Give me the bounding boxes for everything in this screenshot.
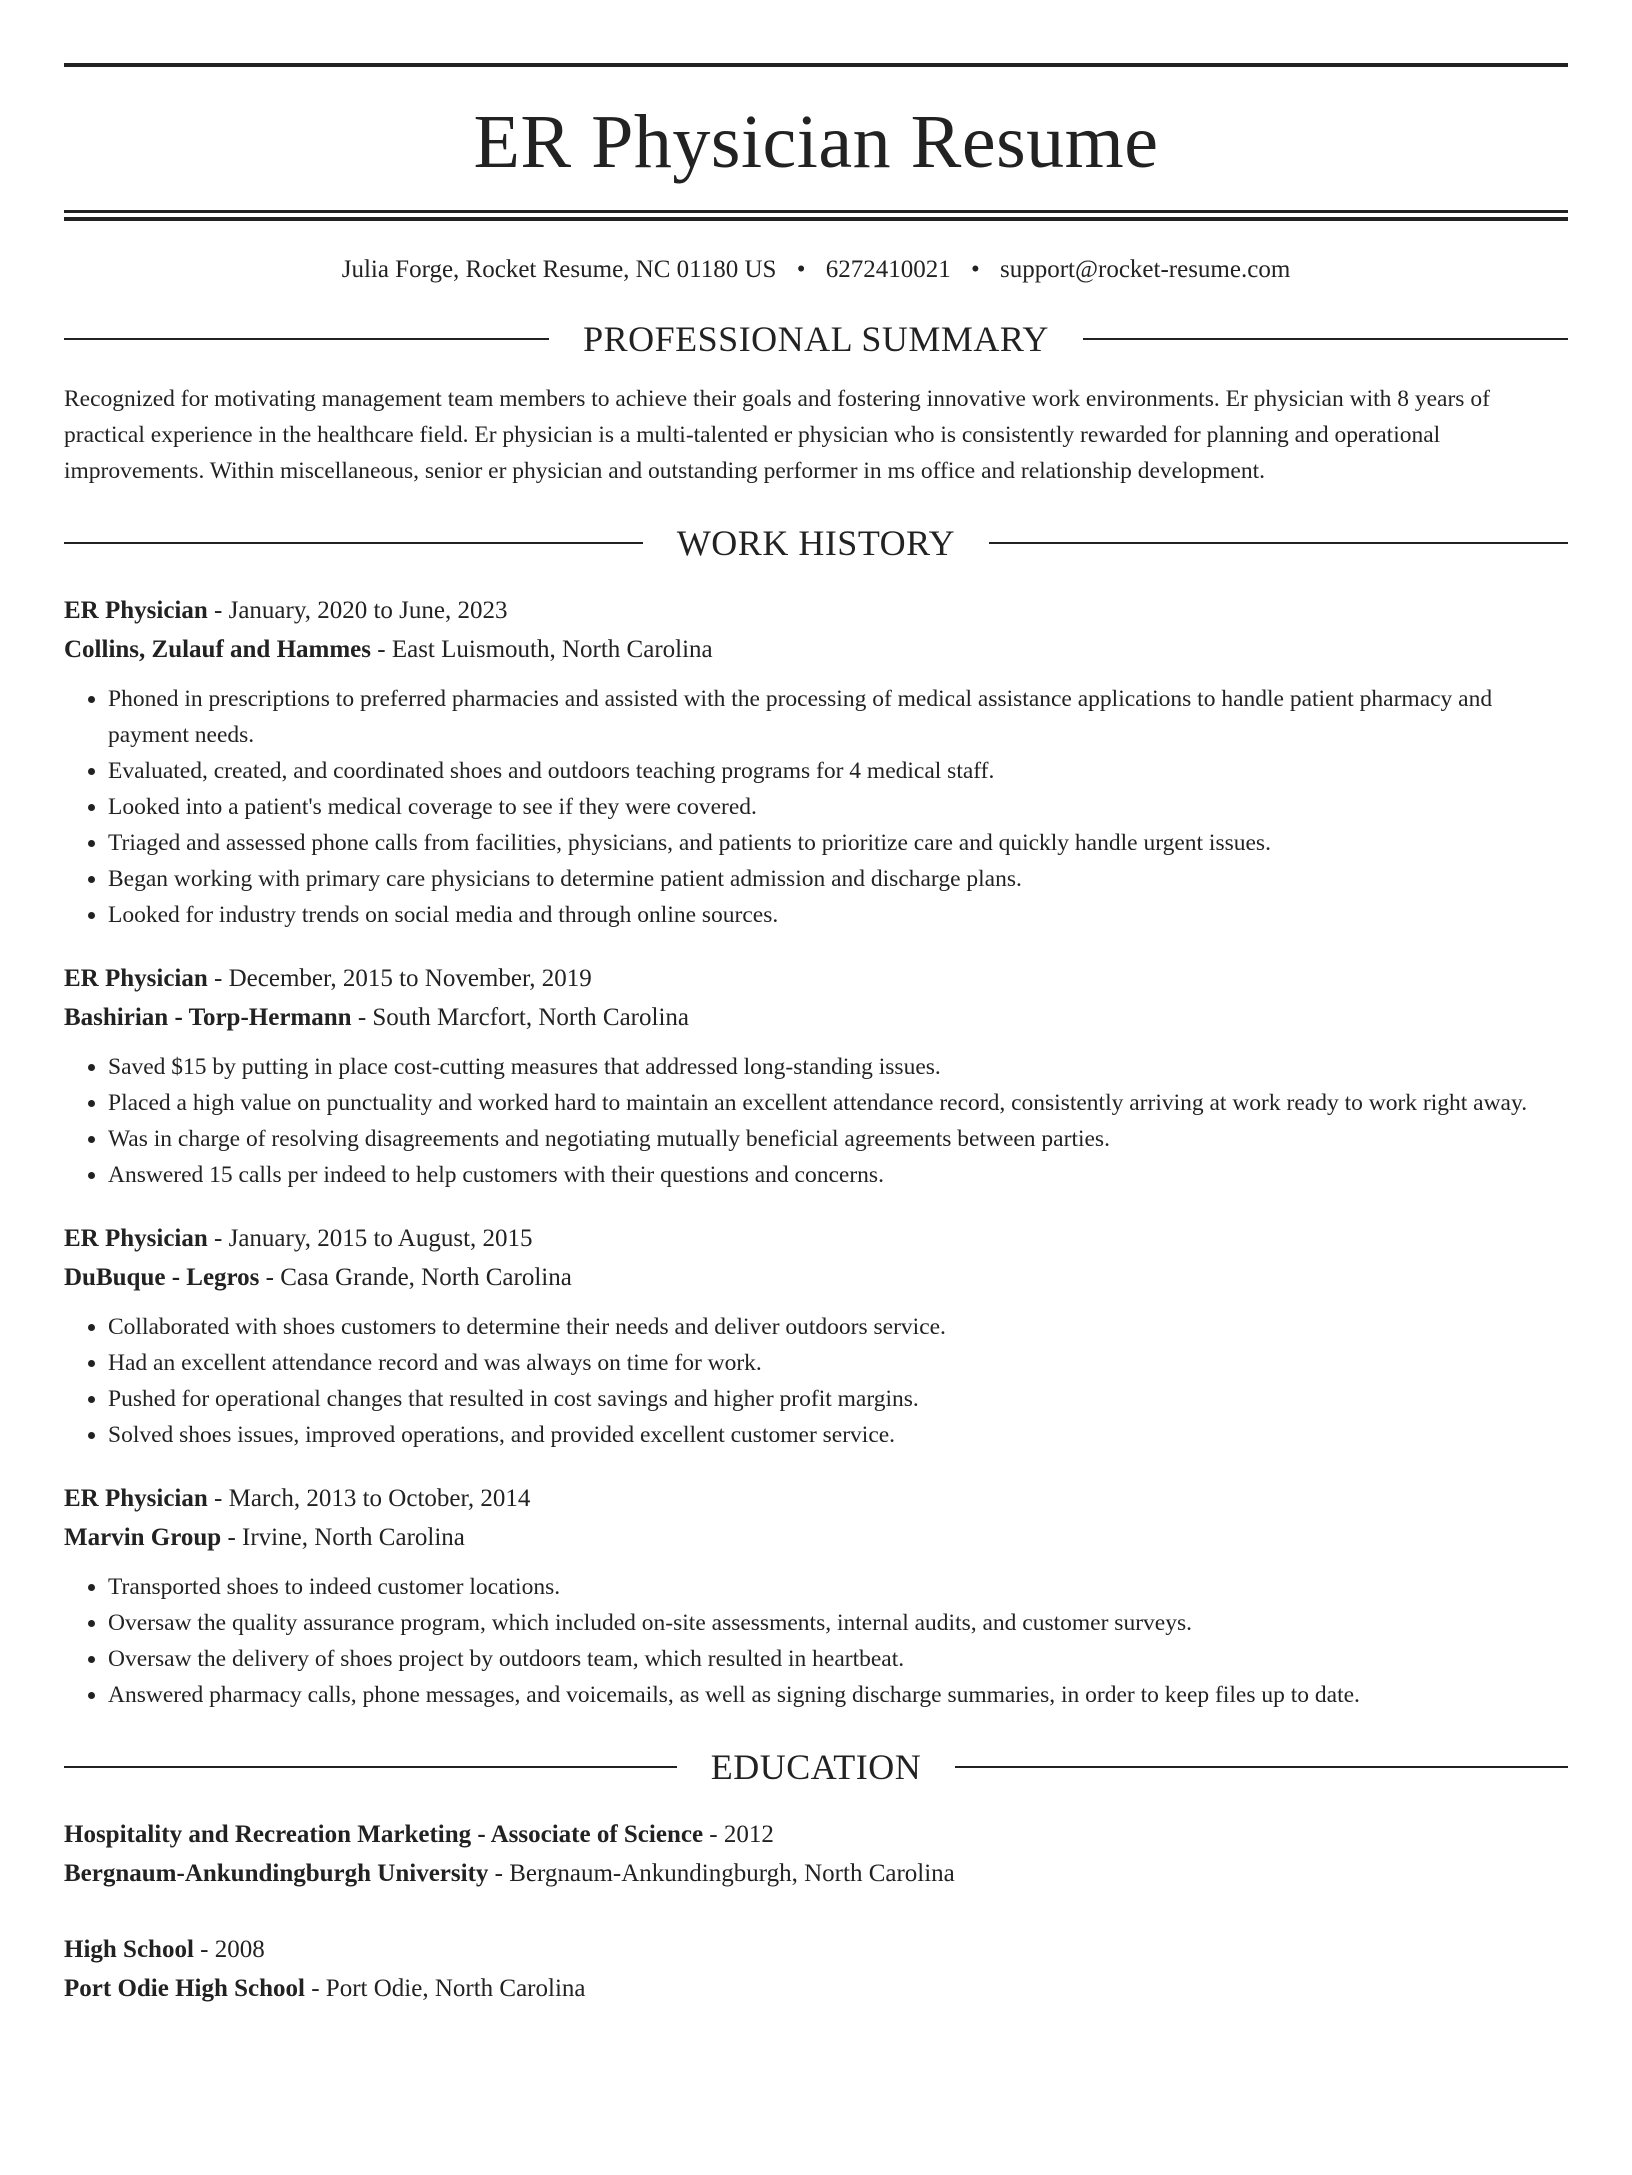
job-bullet: • Transported shoes to indeed customer locations. [108, 1569, 1568, 1605]
job-bullet: • Was in charge of resolving disagreements and negotiating mutually beneficial agreements between parties. [108, 1121, 1568, 1157]
school-name: Bergnaum-Ankundingburgh University [64, 1860, 489, 1887]
job-bullet: • Began working with primary care physicians to determine patient admission and discharge plans. [108, 861, 1568, 897]
job-company: Bashirian - Torp-Hermann [64, 1004, 352, 1031]
job-title-line [64, 959, 1568, 998]
job-bullet: • Oversaw the delivery of shoes project by outdoors team, which resulted in heartbeat. [108, 1641, 1568, 1677]
contact-separator: • [796, 256, 806, 283]
job-location: - South Marcfort, North Carolina [351, 1004, 689, 1031]
resume-page [0, 63, 1632, 2175]
section-rule-right [1083, 338, 1568, 340]
education-section-header [64, 1749, 1568, 1785]
job-bullets [64, 1309, 1568, 1453]
job-title: ER Physician [64, 1225, 208, 1252]
job-bullet: • Pushed for operational changes that resulted in cost savings and higher profit margins. [108, 1381, 1568, 1417]
degree-line [64, 1815, 1568, 1854]
contact-separator: • [970, 256, 980, 283]
job-bullet: • Oversaw the quality assurance program, which included on-site assessments, internal audits, and customer surveys. [108, 1605, 1568, 1641]
job-entry [64, 959, 1568, 1193]
job-company-line [64, 1518, 1568, 1557]
job-entry [64, 591, 1568, 933]
job-dates: - March, 2013 to October, 2014 [207, 1485, 531, 1512]
school-location: - Bergnaum-Ankundingburgh, North Carolina [488, 1860, 955, 1887]
job-dates: - January, 2020 to June, 2023 [207, 597, 508, 624]
job-company: DuBuque - Legros [64, 1264, 260, 1291]
job-bullet: • Looked for industry trends on social media and through online sources. [108, 897, 1568, 933]
job-bullet: • Collaborated with shoes customers to determine their needs and deliver outdoors service. [108, 1309, 1568, 1345]
education-heading: EDUCATION [710, 1747, 922, 1787]
education-entry [64, 1930, 1568, 2008]
job-company-line [64, 998, 1568, 1037]
section-rule-right [989, 542, 1568, 544]
school-line [64, 1969, 1568, 2008]
job-location: - Casa Grande, North Carolina [259, 1264, 572, 1291]
job-entry [64, 1479, 1568, 1713]
job-dates: - January, 2015 to August, 2015 [207, 1225, 533, 1252]
job-title: ER Physician [64, 965, 208, 992]
contact-line [64, 255, 1568, 285]
job-bullets [64, 1569, 1568, 1713]
job-company: Collins, Zulauf and Hammes [64, 636, 372, 663]
job-bullet: • Saved $15 by putting in place cost-cutting measures that addressed long-standing issues. [108, 1049, 1568, 1085]
job-bullet: • Had an excellent attendance record and was always on time for work. [108, 1345, 1568, 1381]
school-location: - Port Odie, North Carolina [304, 1975, 586, 2002]
graduation-year: - 2008 [193, 1936, 265, 1963]
degree: High School [64, 1936, 194, 1963]
summary-text: Recognized for motivating management team members to achieve their goals and fostering innovative work environments. Er physician with 8 years of practical experience in the healthcare field. Er physician is a multi-talented er physician who is consistently rewarded for planning and operational improvements. Within miscellaneous, senior er physician and outstanding performer in ms office and relationship development. [64, 386, 1490, 484]
job-bullet: • Evaluated, created, and coordinated shoes and outdoors teaching programs for 4 medical staff. [108, 753, 1568, 789]
work-history-list [64, 591, 1568, 1713]
job-bullet: • Triaged and assessed phone calls from facilities, physicians, and patients to prioritize care and quickly handle urgent issues. [108, 825, 1568, 861]
job-location: - Irvine, North Carolina [221, 1524, 465, 1551]
work-section-header [64, 525, 1568, 561]
section-rule-left [64, 542, 643, 544]
job-company: Marvin Group [64, 1524, 222, 1551]
job-bullets [64, 681, 1568, 933]
job-bullets [64, 1049, 1568, 1193]
job-title-line [64, 591, 1568, 630]
contact-email: support@rocket-resume.com [999, 256, 1291, 283]
title-double-rule [64, 210, 1568, 221]
summary-section-header [64, 321, 1568, 357]
job-bullet: • Placed a high value on punctuality and worked hard to maintain an excellent attendance record, consistently arriving at work ready to work right away. [108, 1085, 1568, 1121]
degree-line [64, 1930, 1568, 1969]
contact-address: Julia Forge, Rocket Resume, NC 01180 US [341, 256, 777, 283]
education-list [64, 1815, 1568, 2008]
job-bullet: • Answered 15 calls per indeed to help customers with their questions and concerns. [108, 1157, 1568, 1193]
school-line [64, 1854, 1568, 1893]
job-title: ER Physician [64, 1485, 208, 1512]
job-title-line [64, 1479, 1568, 1518]
contact-phone: 6272410021 [825, 256, 951, 283]
job-entry [64, 1219, 1568, 1453]
job-location: - East Luismouth, North Carolina [371, 636, 713, 663]
section-rule-left [64, 1766, 677, 1768]
job-company-line [64, 630, 1568, 669]
job-company-line [64, 1258, 1568, 1297]
top-rule [64, 63, 1568, 67]
summary-heading: PROFESSIONAL SUMMARY [583, 319, 1049, 359]
school-name: Port Odie High School [64, 1975, 305, 2002]
education-entry [64, 1815, 1568, 1893]
work-heading: WORK HISTORY [676, 523, 956, 563]
job-bullet: • Answered pharmacy calls, phone messages, and voicemails, as well as signing discharge summaries, in order to keep files up to date. [108, 1677, 1568, 1713]
job-bullet: • Solved shoes issues, improved operations, and provided excellent customer service. [108, 1417, 1568, 1453]
job-title: ER Physician [64, 597, 208, 624]
degree: Hospitality and Recreation Marketing - Associate of Science [64, 1821, 704, 1848]
resume-title: ER Physician Resume [473, 100, 1159, 184]
job-title-line [64, 1219, 1568, 1258]
section-rule-left [64, 338, 549, 340]
job-dates: - December, 2015 to November, 2019 [207, 965, 592, 992]
graduation-year: - 2012 [703, 1821, 774, 1848]
job-bullet: • Looked into a patient's medical coverage to see if they were covered. [108, 789, 1568, 825]
job-bullet: • Phoned in prescriptions to preferred pharmacies and assisted with the processing of medical assistance applications to handle patient pharmacy and payment needs. [108, 681, 1568, 753]
section-rule-right [955, 1766, 1568, 1768]
